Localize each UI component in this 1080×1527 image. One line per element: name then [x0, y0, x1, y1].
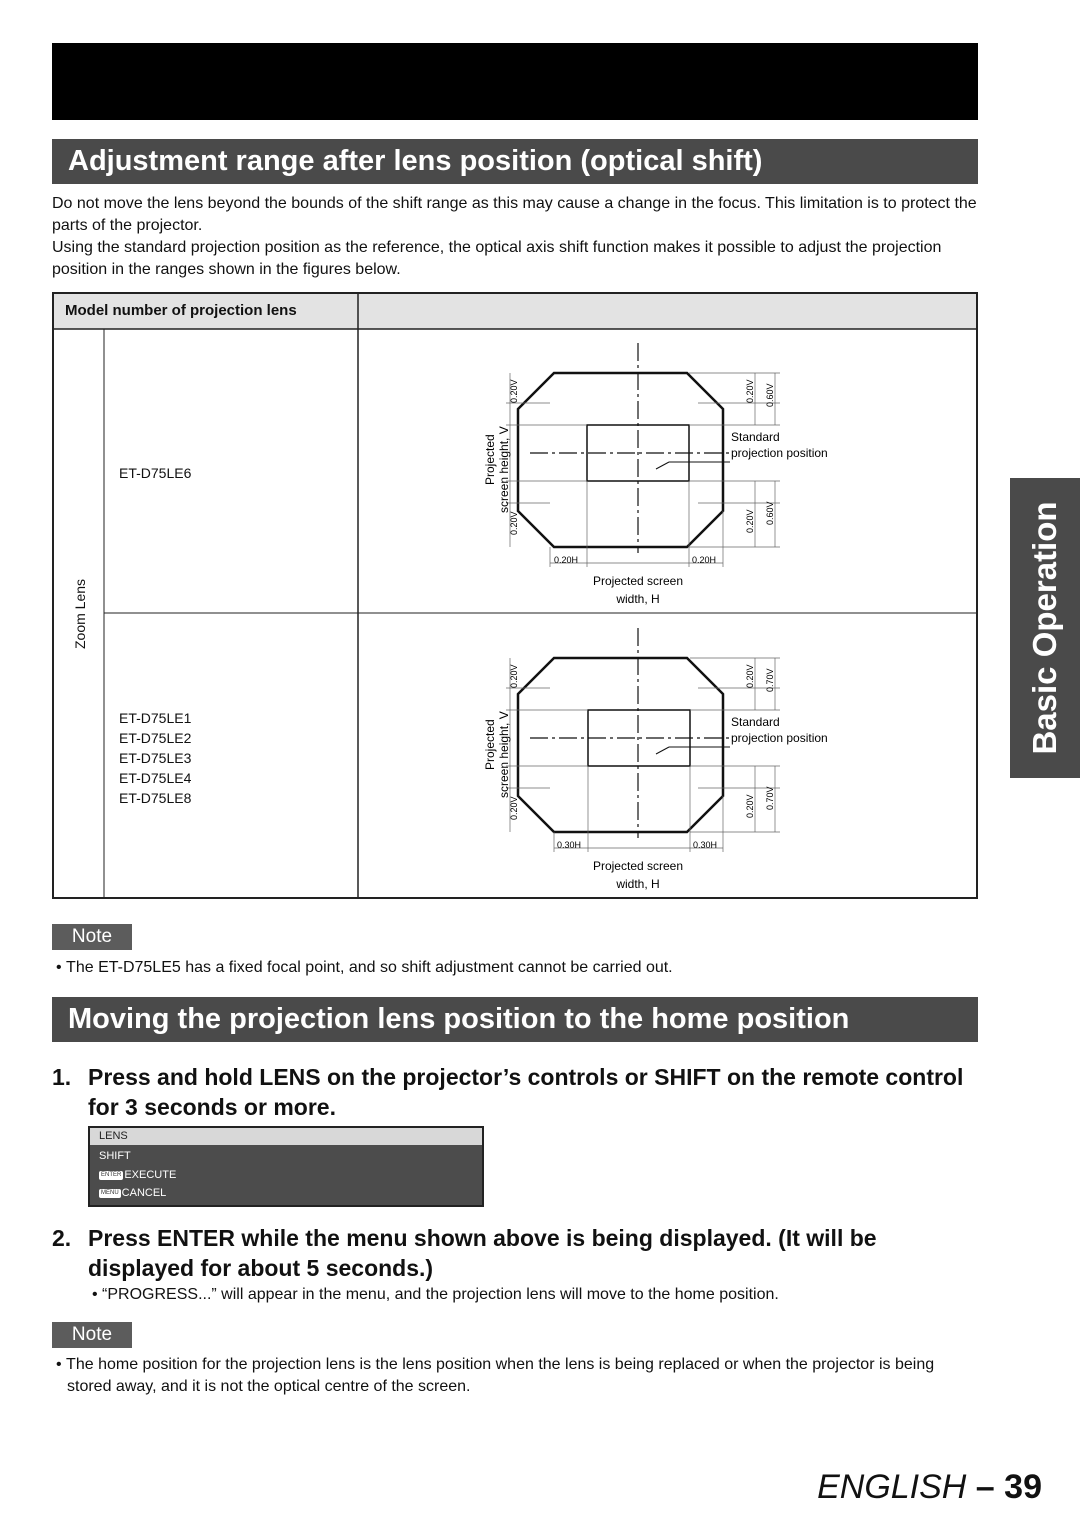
page-number: 39: [1004, 1468, 1042, 1506]
lens-osd-menu: [88, 1126, 484, 1207]
osd-title: LENS: [90, 1128, 482, 1145]
note-badge: Note: [52, 924, 132, 950]
dim-label: 0.30H: [693, 840, 718, 850]
step-2-bullet: [92, 1284, 972, 1306]
dim-label: width, H: [616, 592, 660, 606]
dim-label: Projected: [483, 719, 497, 770]
footer-language: ENGLISH: [817, 1468, 967, 1506]
shift-range-outline: [518, 658, 723, 832]
model-label: ET-D75LE3: [119, 750, 192, 766]
dim-label: 0.20V: [509, 796, 519, 820]
dim-label: 0.20V: [509, 511, 519, 535]
dim-label: Projected screen: [592, 859, 684, 873]
note-text: The ET-D75LE5 has a fixed focal point, and so shift adjustment cannot be carried out.: [66, 959, 673, 976]
osd-cancel-row: [99, 1186, 166, 1200]
dim-label: projection position: [731, 731, 828, 745]
dim-label: 0.60V: [765, 383, 775, 407]
step-number: 2.: [52, 1225, 72, 1251]
step-2: [52, 1223, 978, 1285]
note-badge: Note: [52, 1322, 132, 1348]
bullet-dot: •: [56, 1356, 67, 1373]
model-label: ET-D75LE6: [119, 465, 192, 481]
shift-range-outline: [518, 373, 723, 547]
zoom-lens-label: Zoom Lens: [72, 578, 88, 650]
step-text: Press and hold LENS on the projector’s controls or SHIFT on the remote control for 3 seconds or more.: [88, 1064, 964, 1120]
dim-label: Projected screen: [592, 574, 684, 588]
leader-line: [656, 462, 669, 469]
model-label: ET-D75LE2: [119, 730, 192, 746]
dim-label: 0.20V: [745, 794, 755, 818]
top-black-bar: [52, 43, 978, 120]
row1-models: [119, 463, 191, 483]
dim-label: 0.20H: [554, 555, 579, 565]
intro-paragraph-1: Do not move the lens beyond the bounds of the shift range as this may cause a change in the focus. This limitation is to protect the parts of the projector.: [52, 195, 977, 234]
leader-line: [656, 747, 669, 754]
osd-execute-row: [99, 1168, 176, 1182]
dim-label: 0.70V: [765, 786, 775, 810]
bullet-dot: •: [56, 959, 67, 976]
table-header-label: Model number of projection lens: [65, 302, 297, 319]
bullet-dot: •: [92, 1286, 103, 1303]
model-label: ET-D75LE1: [119, 710, 192, 726]
note-bullet: [56, 957, 976, 979]
row2-models: [119, 708, 191, 808]
enter-key-icon: ENTER: [101, 1171, 122, 1178]
step-text: Press ENTER while the menu shown above is being displayed. (It will be displayed for about 5 seconds.): [88, 1225, 877, 1281]
osd-execute-label: EXECUTE: [124, 1169, 177, 1181]
dim-label: width, H: [616, 877, 660, 891]
dim-label: 0.20V: [745, 379, 755, 403]
dim-label: projection position: [731, 446, 828, 460]
bullet-text: “PROGRESS...” will appear in the menu, and the projection lens will move to the home position.: [102, 1286, 779, 1303]
osd-cancel-label: CANCEL: [121, 1187, 167, 1199]
side-tab-label: Basic Operation: [1026, 501, 1063, 755]
dim-label: screen height, V: [497, 711, 511, 798]
intro-paragraph-2: Using the standard projection position as the reference, the optical axis shift function makes it possible to adjust the projection position in the ranges shown in the figures below.: [52, 239, 942, 278]
dim-label: 0.70V: [765, 668, 775, 692]
dim-label: 0.20V: [509, 379, 519, 403]
osd-shift-item: SHIFT: [99, 1150, 131, 1162]
dim-label: 0.30H: [557, 840, 582, 850]
model-label: ET-D75LE8: [119, 790, 192, 806]
menu-key-icon: MENU: [101, 1189, 119, 1196]
note-text: The home position for the projection lens is the lens position when the lens is being replaced or when the projector is being stored away, and it is not the optical centre of the screen.: [66, 1356, 935, 1395]
dim-label: Projected: [483, 434, 497, 485]
dim-label: Standard: [731, 715, 780, 729]
model-label: ET-D75LE4: [119, 770, 192, 786]
page-footer: [817, 1468, 1042, 1507]
dim-label: Standard: [731, 430, 780, 444]
note-bullet: [56, 1354, 967, 1398]
shift-range-diagram-2: [470, 620, 890, 895]
side-tab-basic-operation: [1010, 478, 1080, 778]
dim-label: 0.20V: [745, 664, 755, 688]
dim-label: screen height, V: [497, 426, 511, 513]
step-number: 1.: [52, 1064, 72, 1090]
dim-label: 0.60V: [765, 501, 775, 525]
section-heading-home-position: Moving the projection lens position to the home position: [52, 997, 978, 1042]
dim-label: 0.20H: [692, 555, 717, 565]
dim-label: 0.20V: [509, 664, 519, 688]
section-heading-optical-shift: Adjustment range after lens position (optical shift): [52, 139, 978, 184]
shift-range-diagram-1: [470, 335, 890, 610]
step-1: [52, 1062, 978, 1124]
footer-dash: –: [966, 1468, 1005, 1506]
dim-label: 0.20V: [745, 509, 755, 533]
